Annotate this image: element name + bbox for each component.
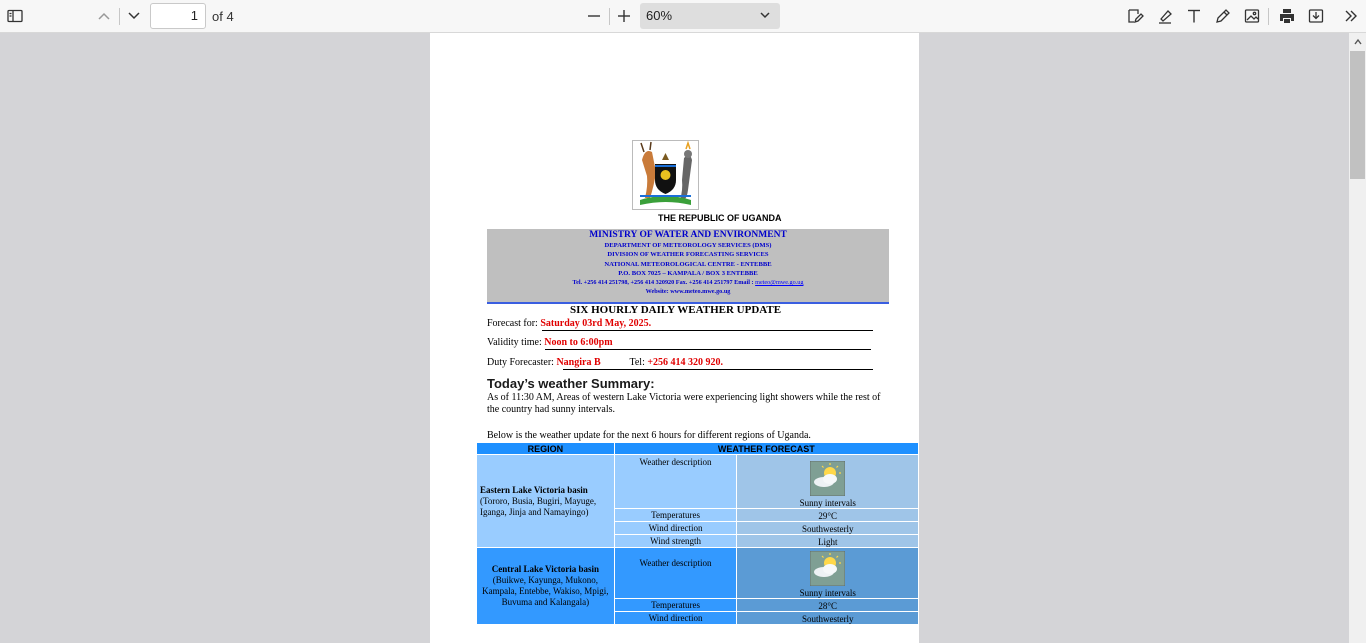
validity-field	[487, 337, 613, 348]
duty-value: Nangira B	[556, 357, 601, 368]
region-areas: (Buikwe, Kayunga, Mukono, Kampala, Entebbe, Wakiso, Mpigi, Buvuma and Kalangala)	[482, 575, 609, 607]
pdf-page	[430, 33, 919, 643]
ministry-name: MINISTRY OF WATER AND ENVIRONMENT	[589, 230, 787, 240]
sidebar-toggle-icon[interactable]	[2, 4, 28, 28]
param-label: Wind direction	[614, 522, 737, 535]
previous-page-icon[interactable]	[91, 4, 117, 28]
tel-fax: Tel. +256 414 251798, +256 414 320920 Fax. +256 414 251797 Email :	[572, 279, 754, 287]
po-box: P.O. BOX 7025 – KAMPALA / BOX 3 ENTEBBE	[618, 269, 758, 277]
sunny-intervals-icon	[810, 461, 845, 496]
bulletin-title: SIX HOURLY DAILY WEATHER UPDATE	[570, 304, 782, 316]
save-icon[interactable]	[1303, 4, 1329, 28]
summary-text: As of 11:30 AM, Areas of western Lake Victoria were experiencing light showers while the rest of the country had sunny intervals.	[487, 392, 881, 415]
more-tools-icon[interactable]	[1338, 4, 1364, 28]
forecast-for-field	[487, 318, 651, 329]
duty-label: Duty Forecaster:	[487, 357, 554, 368]
contact-line	[487, 278, 889, 287]
image-icon[interactable]	[1239, 4, 1265, 28]
description-cell	[737, 455, 919, 509]
underline	[542, 330, 873, 331]
header-region: REGION	[477, 443, 615, 455]
below-text: Below is the weather update for the next 6 hours for different regions of Uganda.	[487, 430, 811, 441]
summary-title: Today’s weather Summary:	[487, 376, 655, 391]
text-tool-icon[interactable]	[1181, 4, 1207, 28]
region-name: Eastern Lake Victoria basin	[480, 484, 588, 495]
forecast-for-label: Forecast for:	[487, 318, 538, 329]
param-label: Weather description	[614, 455, 737, 509]
scroll-up-icon[interactable]	[1349, 33, 1366, 50]
division-name: DIVISION OF WEATHER FORECASTING SERVICES	[607, 251, 769, 259]
description-cell	[737, 548, 919, 599]
region-areas: (Tororo, Busia, Bugiri, Mayuge, Iganga, Jinja and Namayingo)	[480, 495, 597, 517]
param-label: Wind direction	[614, 612, 737, 625]
wind-strength-value: Light	[737, 535, 919, 548]
next-page-icon[interactable]	[121, 4, 147, 28]
page-total-label: of 4	[212, 9, 234, 24]
page-number-input[interactable]: 1	[150, 3, 206, 29]
validity-value: Noon to 6:00pm	[544, 337, 613, 348]
param-label: Weather description	[614, 548, 737, 599]
description-value: Sunny intervals	[799, 498, 856, 508]
region-name: Central Lake Victoria basin	[491, 564, 599, 574]
email-link[interactable]: meteo@mwe.go.ug	[755, 279, 804, 287]
highlight-icon[interactable]	[1152, 4, 1178, 28]
toolbar-divider	[1268, 8, 1269, 25]
republic-heading: THE REPUBLIC OF UGANDA	[658, 213, 782, 223]
zoom-out-icon[interactable]	[581, 4, 607, 28]
zoom-level-select[interactable]	[640, 3, 780, 29]
param-label: Wind strength	[614, 535, 737, 548]
param-label: Temperatures	[614, 509, 737, 522]
region-cell	[477, 455, 615, 548]
centre-name: NATIONAL METEOROLOGICAL CENTRE - ENTEBBE	[604, 260, 772, 268]
underline	[563, 369, 873, 370]
wind-direction-value: Southwesterly	[737, 522, 919, 535]
chevron-down-icon	[758, 8, 772, 22]
forecast-for-value: Saturday 03rd May, 2025.	[540, 318, 652, 329]
duty-forecaster-field	[487, 357, 723, 368]
ai-edit-icon[interactable]	[1122, 4, 1148, 28]
tel-value: +256 414 320 920.	[647, 357, 724, 368]
sunny-intervals-icon	[810, 551, 845, 586]
temperature-value: 28°C	[737, 599, 919, 612]
table-row	[477, 455, 919, 509]
scrollbar-thumb[interactable]	[1350, 51, 1365, 179]
tel-label: Tel:	[629, 357, 645, 368]
draw-icon[interactable]	[1210, 4, 1236, 28]
print-icon[interactable]	[1274, 4, 1300, 28]
validity-label: Validity time:	[487, 337, 542, 348]
underline	[545, 349, 871, 350]
description-value: Sunny intervals	[799, 588, 856, 598]
website: Website: www.meteo.mwe.go.ug	[645, 288, 731, 296]
region-cell	[477, 548, 615, 625]
zoom-level-value: 60%	[646, 8, 673, 23]
uganda-coat-of-arms-icon	[632, 140, 699, 210]
header-forecast: WEATHER FORECAST	[614, 443, 918, 455]
department-name: DEPARTMENT OF METEOROLOGY SERVICES (DMS)	[604, 242, 772, 249]
param-label: Temperatures	[614, 599, 737, 612]
zoom-in-icon[interactable]	[611, 4, 637, 28]
pdf-toolbar	[0, 0, 1366, 33]
toolbar-divider	[609, 8, 610, 25]
weather-table	[476, 442, 919, 625]
table-row	[477, 548, 919, 599]
wind-direction-value: Southwesterly	[737, 612, 919, 625]
temperature-value: 29°C	[737, 509, 919, 522]
ministry-header	[487, 229, 889, 304]
toolbar-divider	[119, 8, 120, 25]
